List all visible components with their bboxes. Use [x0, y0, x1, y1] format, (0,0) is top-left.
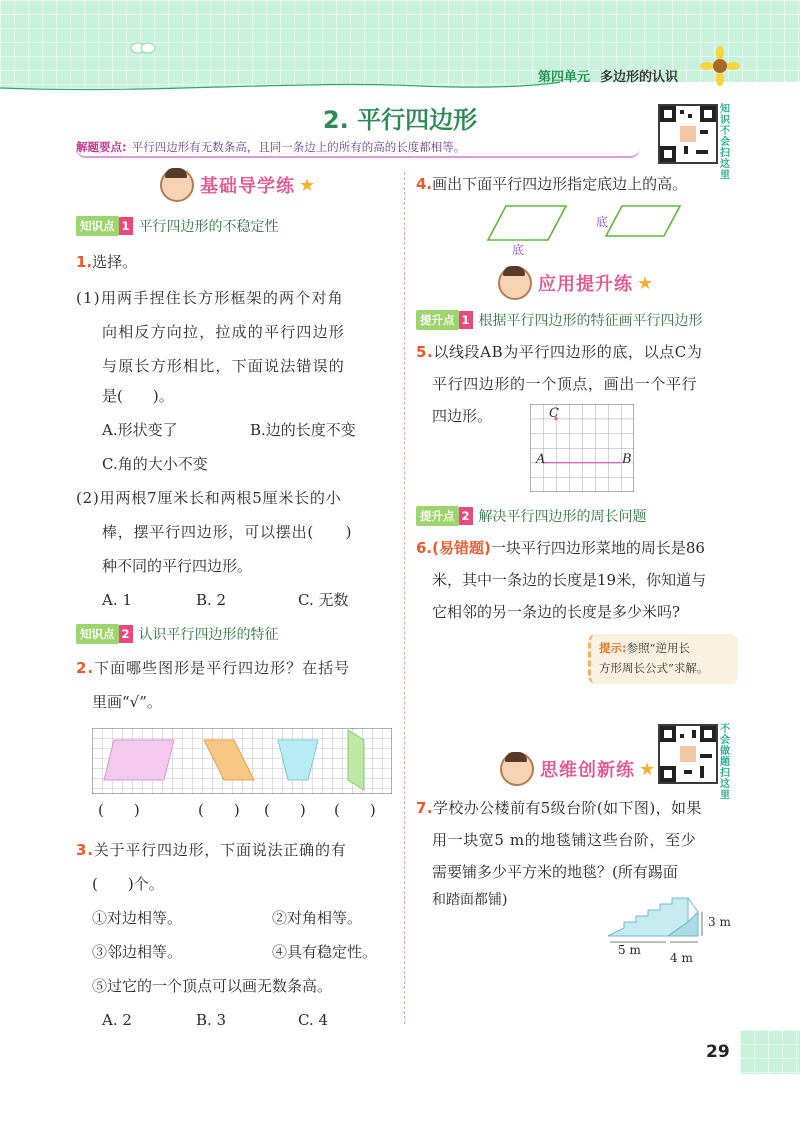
q4-text: 画出下面平行四边形指定底边上的高。 — [432, 175, 688, 193]
q1-p1-line: 与原长方形相比，下面说法错误的 — [102, 357, 346, 375]
q7-number: 7. — [416, 799, 433, 817]
q2-answer-bracket[interactable]: ( ) — [98, 801, 140, 819]
q2-line — [76, 658, 350, 678]
q6-text: 一块平行四边形菜地的周长是86 — [490, 539, 705, 557]
q1-p1-line: 是( )。 — [102, 387, 174, 405]
q3-item: ④具有稳定性。 — [272, 943, 378, 961]
q5-grid — [530, 404, 634, 492]
kp-tag: 知识点 — [76, 624, 119, 644]
shape-parallelogram-pink — [104, 740, 174, 780]
sunflower-icon — [700, 46, 740, 86]
star-icon: ★ — [637, 272, 654, 294]
q5-label-c: C — [549, 406, 559, 421]
header-wave — [0, 60, 800, 100]
knowledge-point-1 — [76, 216, 279, 236]
q3-item: ③邻边相等。 — [92, 943, 183, 961]
q7-line: 需要铺多少平方米的地毯？(所有踢面 — [432, 863, 678, 881]
q4-base-label-1: 底 — [512, 243, 525, 257]
kp-tag: 知识点 — [76, 216, 119, 236]
section-basic-title: 基础导学练 — [200, 176, 295, 197]
q3-item: ⑤过它的一个顶点可以画无数条高。 — [92, 977, 333, 995]
q4-line — [416, 174, 687, 194]
q3-text: 关于平行四边形，下面说法正确的有 — [93, 841, 347, 859]
q3-item: ①对边相等。 — [92, 909, 183, 927]
tp-tag: 提升点 — [416, 310, 459, 330]
tp-tag: 提升点 — [416, 506, 459, 526]
q3-number: 3. — [76, 841, 94, 859]
q1-p1-line: (1)用两手捏住长方形框架的两个对角 — [76, 289, 344, 307]
q7-staircase — [598, 892, 710, 950]
q4-parallelogram-2 — [606, 206, 680, 236]
upgrade-point-1 — [416, 310, 703, 330]
q5-number: 5. — [416, 343, 434, 361]
q7-line: 和踏面都铺) — [432, 892, 508, 908]
page-number: 29 — [706, 1042, 730, 1062]
footer-band — [740, 1030, 800, 1074]
q7-dim-width: 5 m — [618, 943, 641, 957]
q2-number: 2. — [76, 659, 95, 677]
q2-shape-grid — [92, 728, 392, 794]
section-basic-banner — [160, 168, 315, 202]
section-thinking-title: 思维创新练 — [540, 760, 635, 781]
q5-line: 四边形。 — [432, 407, 493, 425]
q7-dim-height: 3 m — [708, 915, 731, 929]
hint-key: 提示: — [599, 641, 627, 655]
kid-face-icon — [500, 752, 534, 786]
q6-line — [416, 538, 705, 558]
qr-code-bottom[interactable] — [658, 724, 718, 784]
star-icon: ★ — [299, 174, 316, 196]
q1-p2-option[interactable]: C. 无数 — [298, 591, 349, 609]
tip-text: 平行四边形有无数条高，且同一条边上的所有的高的长度都相等。 — [131, 140, 466, 154]
q1-p2-line: 棒，摆平行四边形，可以摆出( ) — [102, 523, 353, 541]
qr-top-caption: 知识不会扫这里 — [720, 104, 730, 181]
knowledge-point-2 — [76, 624, 279, 644]
q7-text: 学校办公楼前有5级台阶(如下图)，如果 — [432, 799, 702, 817]
hint-line: 参照“逆用长 — [626, 641, 690, 655]
hint-line: 方形周长公式”求解。 — [599, 661, 709, 675]
kp-num: 2 — [119, 625, 133, 643]
tp-num: 2 — [459, 507, 473, 525]
q1-p2-option[interactable]: A. 1 — [102, 591, 132, 609]
q1-p1-line: 向相反方向拉，拉成的平行四边形 — [102, 323, 346, 341]
q2-line: 里画“√”。 — [92, 693, 162, 711]
q3-option[interactable]: A. 2 — [102, 1011, 132, 1029]
q7-dim-depth: 4 m — [670, 951, 693, 965]
qr-pattern-icon — [660, 106, 716, 162]
q7-line — [416, 798, 702, 818]
q5-text: 以线段AB为平行四边形的底，以点C为 — [433, 343, 703, 361]
q6-hint-box — [588, 634, 738, 684]
q3-option[interactable]: C. 4 — [298, 1011, 329, 1029]
section-thinking-banner — [500, 752, 655, 786]
q1-p2-line: (2)用两根7厘米长和两根5厘米长的小 — [76, 489, 342, 507]
qr-bottom-caption: 不会做题扫这里 — [720, 724, 730, 801]
q5-label-a: A — [536, 452, 546, 467]
tp-text: 根据平行四边形的特征画平行四边形 — [478, 313, 703, 329]
kp-text: 认识平行四边形的特征 — [138, 627, 279, 643]
q4-base-label-2: 底 — [596, 215, 609, 229]
q1-p2-option[interactable]: B. 2 — [196, 591, 227, 609]
tp-text: 解决平行四边形的周长问题 — [478, 509, 647, 525]
q4-number: 4. — [416, 175, 433, 193]
q2-answer-bracket[interactable]: ( ) — [334, 801, 376, 819]
qr-pattern-icon — [660, 726, 716, 782]
kp-num: 1 — [119, 217, 133, 235]
q2-text: 下面哪些图形是平行四边形？在括号 — [94, 659, 351, 677]
q1-number: 1. — [76, 253, 93, 271]
kid-face-icon — [160, 168, 194, 202]
star-icon: ★ — [639, 758, 656, 780]
q4-parallelogram-1 — [488, 206, 566, 240]
lesson-title: 2. 平行四边形 — [322, 106, 478, 134]
q5-line — [416, 342, 702, 362]
q3-line — [76, 840, 347, 860]
q5-line: 平行四边形的一个顶点，画出一个平行 — [432, 375, 698, 393]
column-divider — [404, 172, 405, 1024]
q6-error-prone-tag: (易错题) — [432, 539, 491, 557]
q3-option[interactable]: B. 3 — [196, 1011, 227, 1029]
butterfly-icon — [130, 40, 156, 58]
q6-line: 它相邻的另一条边的长度是多少米吗? — [432, 603, 681, 621]
q1-heading — [76, 252, 137, 272]
tp-num: 1 — [459, 311, 473, 329]
q6-number: 6. — [416, 539, 433, 557]
unit-label: 第四单元 — [538, 70, 591, 85]
section-apply-banner — [498, 266, 653, 300]
tip-key: 解题要点: — [76, 140, 127, 154]
q3-line: ( )个。 — [92, 875, 164, 893]
upgrade-point-2 — [416, 506, 647, 526]
q1-p2-line: 种不同的平行四边形。 — [102, 557, 253, 575]
q1-p1-option[interactable]: B.边的长度不变 — [250, 421, 356, 439]
q1-p1-option[interactable]: C.角的大小不变 — [102, 455, 208, 473]
q1-p1-option[interactable]: A.形状变了 — [102, 421, 178, 439]
q5-label-b: B — [622, 452, 632, 467]
q1-text: 选择。 — [92, 253, 138, 271]
section-apply-title: 应用提升练 — [538, 274, 633, 295]
kp-text: 平行四边形的不稳定性 — [138, 219, 279, 235]
q3-item: ②对角相等。 — [272, 909, 363, 927]
kid-face-icon — [498, 266, 532, 300]
shape-parallelogram-green — [348, 730, 364, 790]
unit-title: 多边形的认识 — [600, 70, 679, 85]
q2-answer-bracket[interactable]: ( ) — [198, 801, 240, 819]
q2-answer-bracket[interactable]: ( ) — [264, 801, 306, 819]
q6-line: 米，其中一条边的长度是19米，你知道与 — [432, 571, 707, 589]
tip-bar — [76, 136, 640, 158]
qr-code-top[interactable] — [658, 104, 718, 164]
q7-line: 用一块宽5 m的地毯铺这些台阶，至少 — [432, 831, 697, 849]
